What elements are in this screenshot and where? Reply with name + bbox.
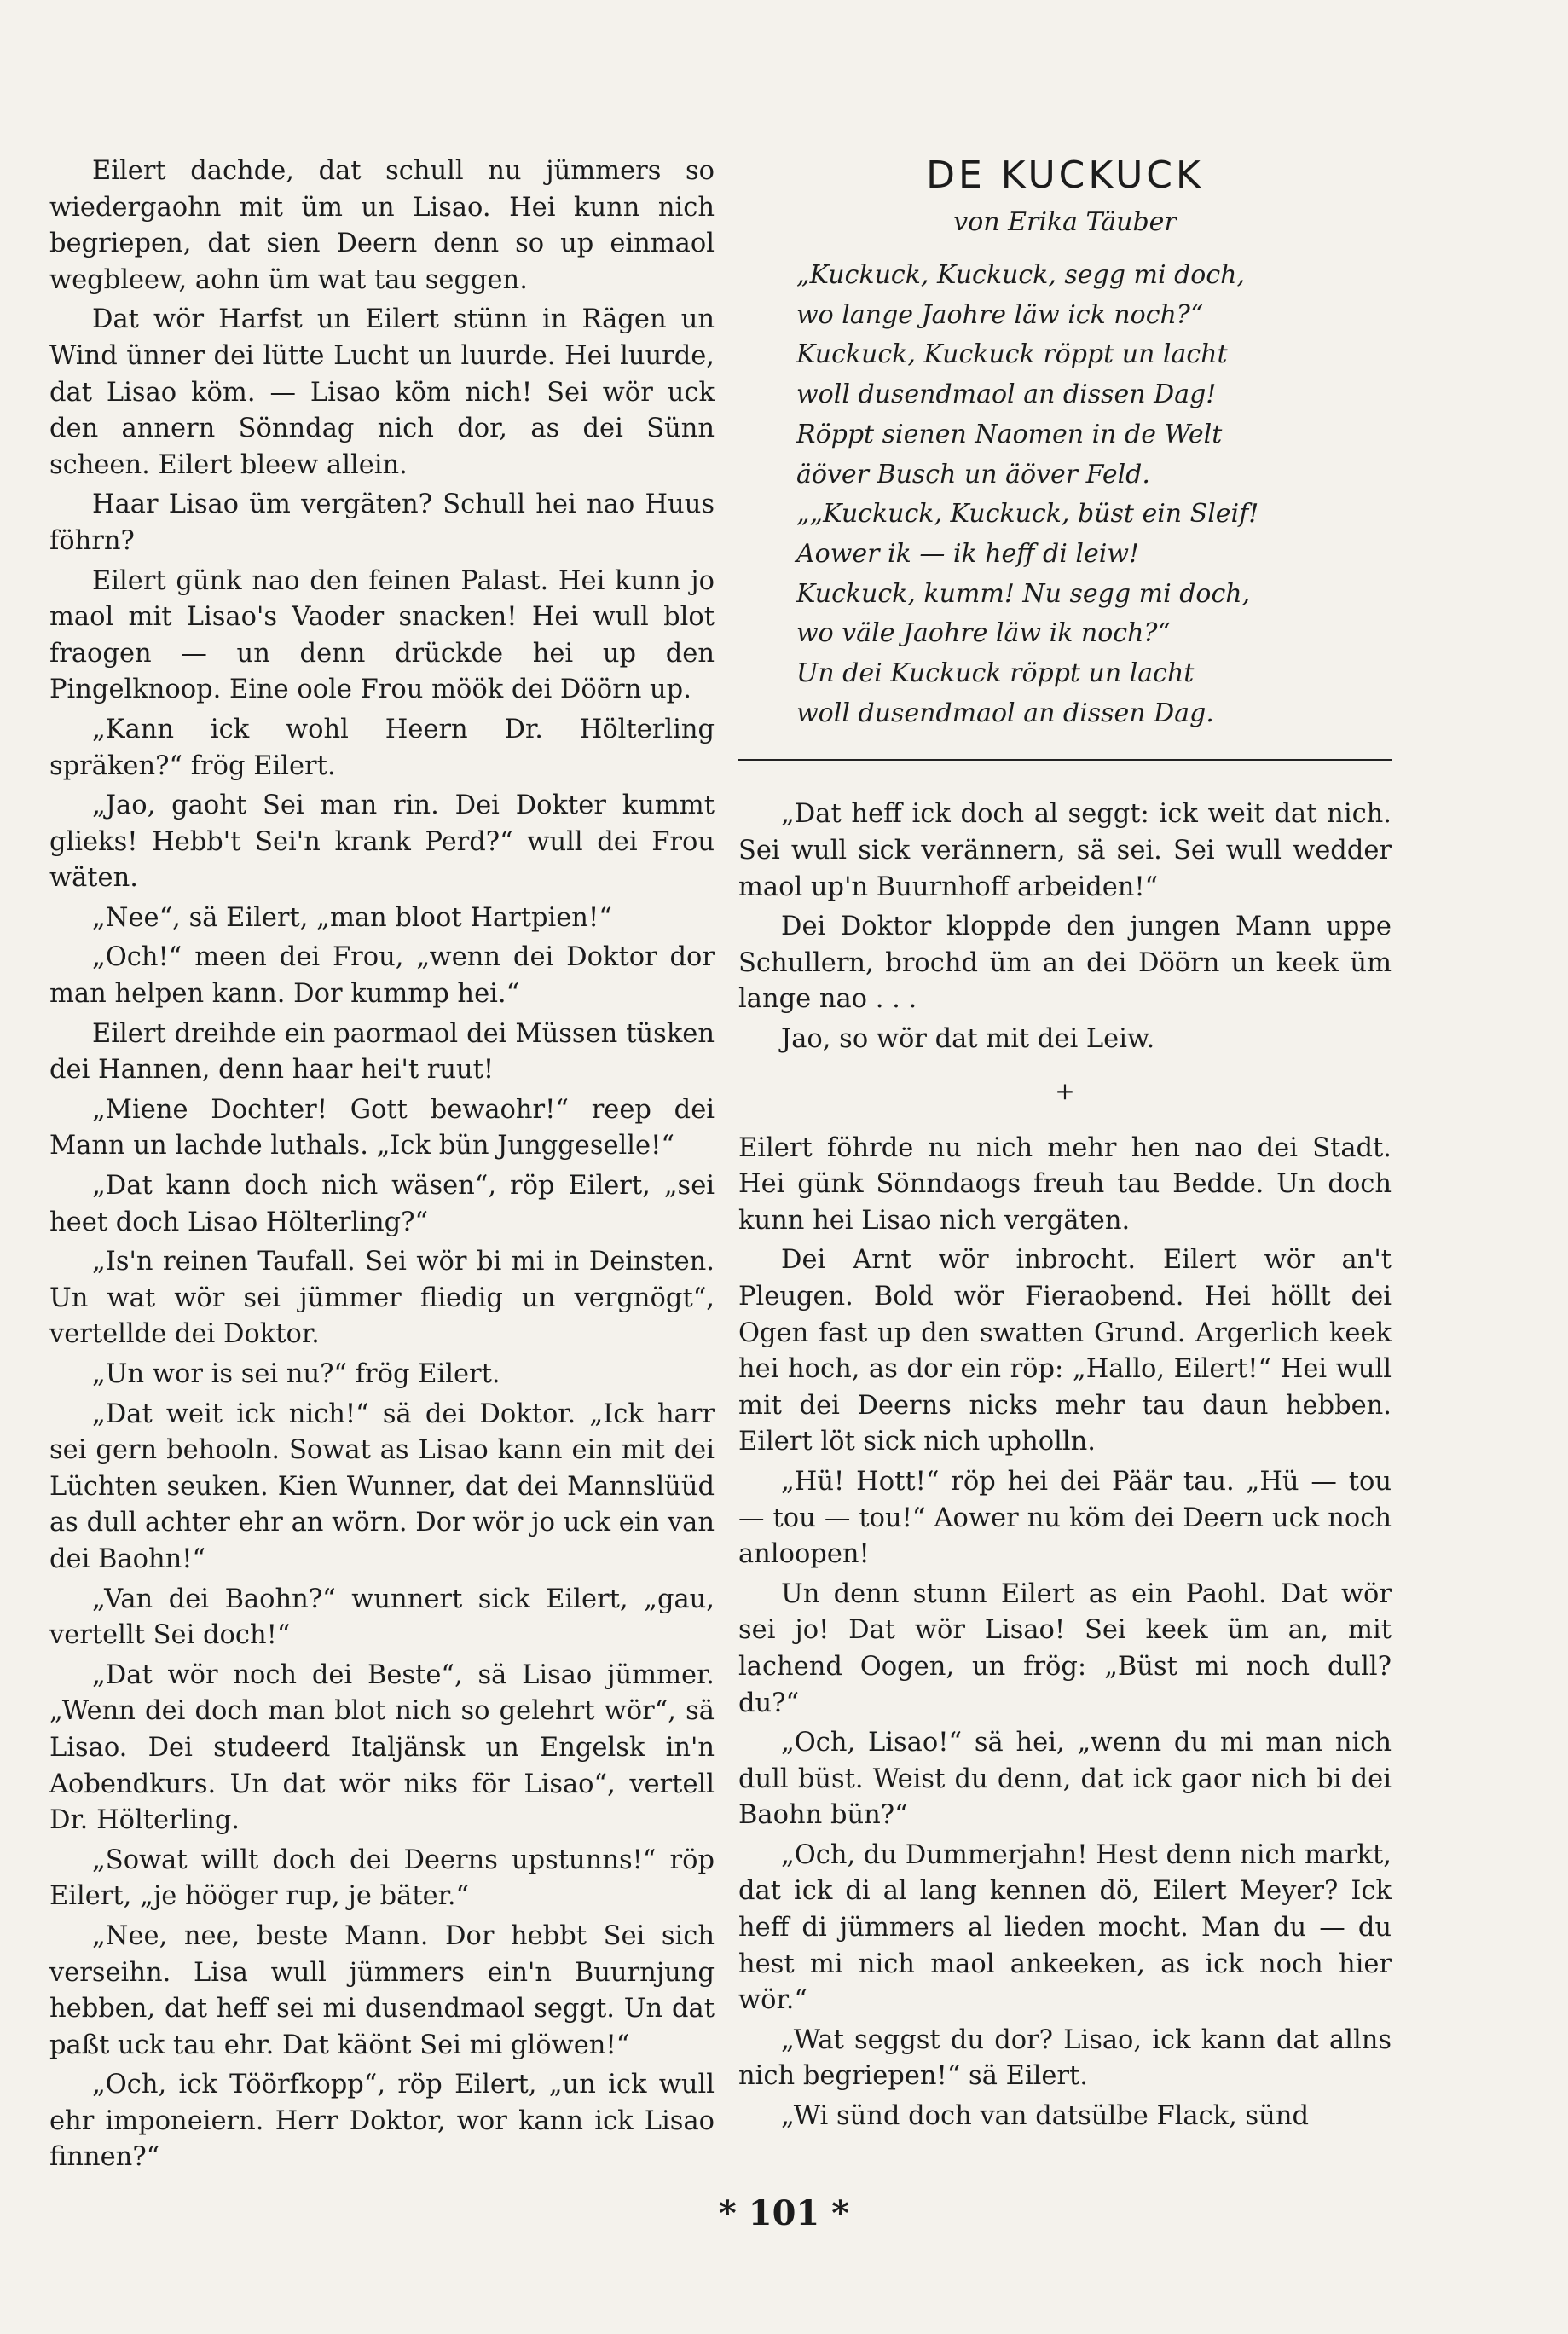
poem-line: Kuckuck, kumm! Nu segg mi doch, [796,578,1251,609]
paragraph: „Och, du Dummerjahn! Hest denn nich markt, dat ick di al lang kennen dö, Eilert Meyer? Ick heff di jümmers al lieden mocht. Man du — du hest mi nich maol ankeeken, as ick noch hier wör.“ [738,1839,1392,2016]
paragraph: „Jao, gaoht Sei man rin. Dei Dokter kummt glieks! Hebb't Sei'n krank Perd?“ wull dei Frou wäten. [49,791,715,894]
poem-line: Aower ik — ik heff di leiw! [796,538,1140,569]
paragraph: „Wat seggst du dor? Lisao, ick kann dat allns nich begriepen!“ sä Eilert. [738,2024,1392,2092]
story-next-section [738,1131,1392,2135]
paragraph: „Och, Lisao!“ sä hei, „wenn du mi man nich dull büst. Weist du denn, dat ick gaor nich bi dei Baohn bün?“ [738,1728,1392,1831]
paragraph: „Dat weit ick nich!“ sä dei Doktor. „Ick harr sei gern behooln. Sowat as Lisao kann ein mit dei Lüchten seuken. Kien Wunner, dat dei Mannslüüd as dull achter ehr an wörn. Dor wör jo uck ein van dei Baohn!“ [49,1399,715,1574]
page-number: * 101 * [718,2193,850,2233]
section-divider [738,759,1392,761]
paragraph: Haar Lisao üm vergäten? Schull hei nao Huus föhrn? [49,489,715,556]
paragraph: Jao, so wör dat mit dei Leiw. [781,1024,1155,1054]
poem-line: „Kuckuck, Kuckuck, segg mi doch, [796,260,1245,290]
paragraph: „Nee“, sä Eilert, „man bloot Hartpien!“ [92,902,612,933]
poem-line: Kuckuck, Kuckuck röppt un lacht [796,339,1228,370]
poem-line: woll dusendmaol an dissen Dag! [796,379,1217,410]
paragraph: Eilert dreihde ein paormaol dei Müssen tüsken dei Hannen, denn haar hei't ruut! [49,1018,715,1086]
paragraph: „Kann ick wohl Heern Dr. Hölterling spräken?“ frög Eilert. [49,714,715,781]
paragraph: Eilert föhrde nu nich mehr hen nao dei Stadt. Hei günk Sönndaogs freuh tau Bedde. Un doch kunn hei Lisao nich vergäten. [738,1132,1392,1236]
paragraph: Eilert günk nao den feinen Palast. Hei kunn jo maol mit Lisao's Vaoder snacken! Hei wull blot fraogen — un denn drückde hei up den Pingelknoop. Eine oole Frou möök dei Döörn up. [49,565,715,705]
story-continuation [738,796,1392,1057]
paragraph: „Dat wör noch dei Beste“, sä Lisao jümmer. „Wenn dei doch man blot nich so gelehrt wör“, sä Lisao. Dei studeerd Italjänsk un Engelsk in'n Aobendkurs. Un dat wör niks för Lisao“, vertell Dr. Hölterling. [49,1659,715,1836]
paragraph: Dei Arnt wör inbrocht. Eilert wör an't Pleugen. Bold wör Fieraobend. Hei höllt dei Ogen fast up den swatten Grund. Argerlich keek hei hoch, as dor ein röp: „Hallo, Eilert!“ Hei wull mit dei Deerns nicks mehr tau daun hebben. Eilert löt sick nich upholln. [738,1245,1392,1457]
poem-line: woll dusendmaol an dissen Dag. [796,698,1214,728]
poem-line: Un dei Kuckuck röppt un lacht [796,658,1195,689]
paragraph: „Dat kann doch nich wäsen“, röp Eilert, „sei heet doch Lisao Hölterling?“ [49,1171,715,1237]
left-column [49,153,715,2176]
poem-lines [738,256,1392,733]
poem-title: DE KUCKUCK [926,153,1204,197]
paragraph: „Is'n reinen Taufall. Sei wör bi mi in Deinsten. Un wat wör sei jümmer fliedig un vergnögt“, vertellde dei Doktor. [49,1247,715,1350]
paragraph: „Nee, nee, beste Mann. Dor hebbt Sei sich verseihn. Lisa wull jümmers ein'n Buurnjung hebben, dat heff sei mi dusendmaol seggt. Un dat paßt uck tau ehr. Dat käönt Sei mi glöwen!“ [49,1920,715,2060]
poem-line: „„Kuckuck, Kuckuck, büst ein Sleif! [796,499,1259,530]
paragraph: Dat wör Harfst un Eilert stünn in Rägen un Wind ünner dei lütte Lucht un luurde. Hei luurde, dat Lisao köm. — Lisao köm nich! Sei wör uck den annern Sönndag nich dor, as dei Sünn scheen. Eilert bleew allein. [49,304,715,480]
poem-author: von Erika Täuber [953,207,1177,237]
right-column [738,153,1392,2135]
paragraph: „Hü! Hott!“ röp hei dei Päär tau. „Hü — tou — tou — tou!“ Aower nu köm dei Deern uck noch anloopen! [738,1466,1392,1570]
paragraph: „Sowat willt doch dei Deerns upstunns!“ röp Eilert, „je hööger rup, je bäter.“ [49,1845,715,1912]
paragraph: „Dat heff ick doch al seggt: ick weit dat nich. Sei wull sick verännern, sä sei. Sei wull wedder maol up'n Buurnhoff arbeiden!“ [738,799,1392,902]
section-separator: + [1055,1076,1075,1105]
paragraph: „Och, ick Töörfkopp“, röp Eilert, „un ick wull ehr imponeiern. Herr Doktor, wor kann ick Lisao finnen?“ [49,2070,715,2173]
poem-line: Röppt sienen Naomen in de Welt [796,419,1223,449]
poem-line: wo väle Jaohre läw ik noch?“ [796,618,1171,649]
paragraph: „Och!“ meen dei Frou, „wenn dei Doktor dor man helpen kann. Dor kummp hei.“ [49,942,715,1010]
paragraph: Dei Doktor kloppde den jungen Mann uppe Schullern, brochd üm an dei Döörn un keek üm lange nao . . . [738,912,1392,1015]
paragraph: „Un wor is sei nu?“ frög Eilert. [92,1359,500,1389]
paragraph: Un denn stunn Eilert as ein Paohl. Dat wör sei jo! Dat wör Lisao! Sei keek üm an, mit lachend Oogen, un frög: „Büst mi noch dull? du?“ [738,1578,1392,1718]
poem-line: wo lange Jaohre läw ick noch?“ [796,299,1204,330]
poem-line: äöver Busch un äöver Feld. [796,459,1150,489]
paragraph: „Van dei Baohn?“ wunnert sick Eilert, „gau, vertellt Sei doch!“ [49,1584,715,1651]
paragraph: „Wi sünd doch van datsülbe Flack, sünd [781,2101,1309,2132]
paragraph: „Miene Dochter! Gott bewaohr!“ reep dei Mann un lachde luthals. „Ick bün Junggeselle!“ [49,1094,715,1161]
paragraph: Eilert dachde, dat schull nu jümmers so wiedergaohn mit üm un Lisao. Hei kunn nich begriepen, dat sien Deern denn so up einmaol wegbleew, aohn üm wat tau seggen. [49,156,715,295]
